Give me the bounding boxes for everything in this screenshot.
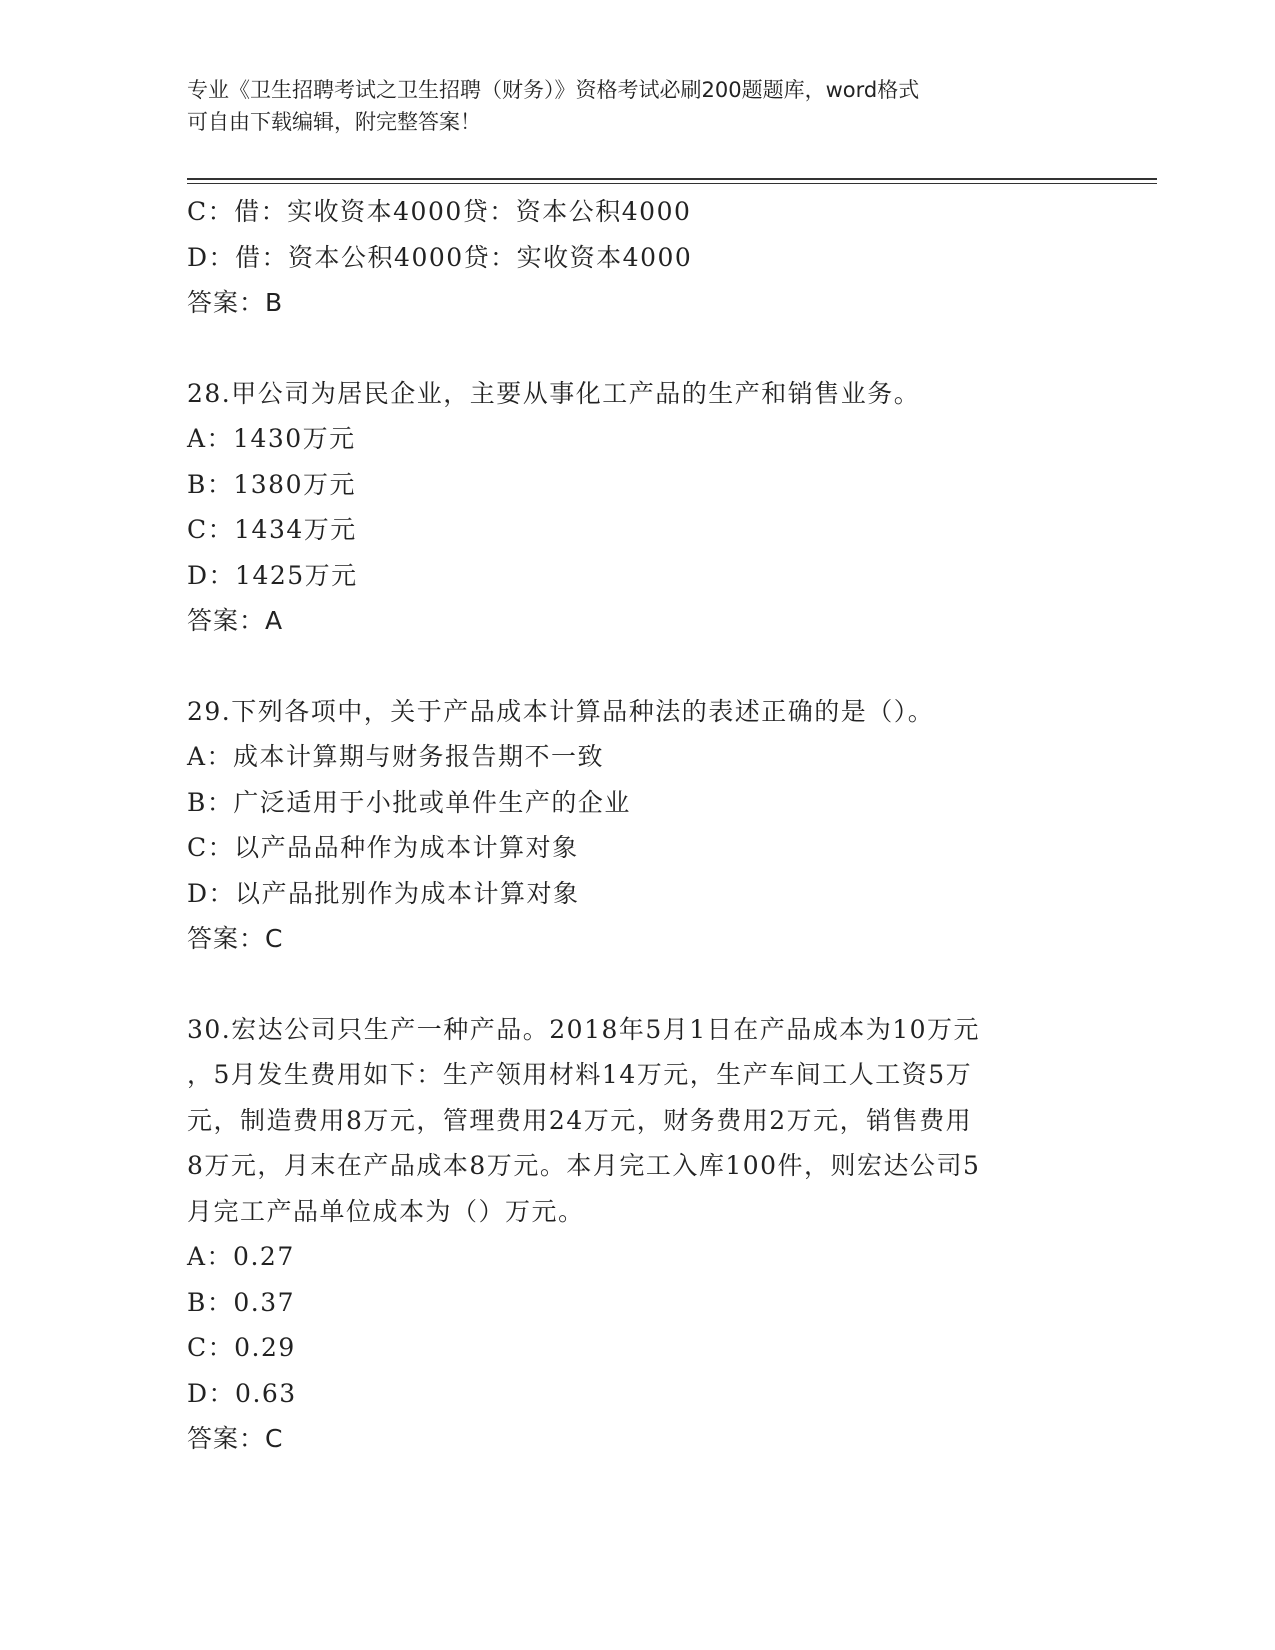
header-line-1: 专业《卫生招聘考试之卫生招聘（财务）》资格考试必刷200题题库，word格式 — [187, 78, 920, 102]
answer: 答案：A — [187, 606, 284, 635]
answer: 答案：C — [187, 924, 284, 953]
question-stem: 29.下列各项中，关于产品成本计算品种法的表述正确的是（）。 — [187, 696, 935, 726]
option-c: C：以产品品种作为成本计算对象 — [187, 833, 579, 862]
option-a: A：成本计算期与财务报告期不一致 — [187, 742, 605, 771]
header-rule-thin — [187, 183, 1157, 184]
option-c: C：0.29 — [187, 1333, 296, 1362]
question-stem-line-1: 30.宏达公司只生产一种产品。2018年5月1日在产品成本为10万元 — [187, 1014, 981, 1044]
question-30 — [187, 1007, 1087, 1462]
spacer — [187, 962, 1087, 1007]
answer: 答案：C — [187, 1424, 284, 1453]
spacer — [187, 644, 1087, 689]
header-rule-thick — [187, 178, 1157, 180]
option-b: B：广泛适用于小批或单件生产的企业 — [187, 787, 631, 817]
question-stem-line-4: 8万元，月末在产品成本8万元。本月完工入库100件，则宏达公司5 — [187, 1151, 981, 1180]
question-stem: 28.甲公司为居民企业，主要从事化工产品的生产和销售业务。 — [187, 378, 921, 408]
question-list — [187, 189, 1087, 1462]
option-a: A：0.27 — [187, 1242, 295, 1271]
spacer — [187, 326, 1087, 371]
question-stem-line-2: ，5月发生费用如下：生产领用材料14万元，生产车间工人工资5万 — [187, 1060, 973, 1089]
option-d: D：以产品批别作为成本计算对象 — [187, 878, 580, 908]
question-27-tail — [187, 189, 1087, 326]
header-line-2: 可自由下载编辑，附完整答案！ — [187, 110, 481, 134]
option-d: D：借：资本公积4000贷：实收资本4000 — [187, 242, 693, 272]
question-stem-line-5: 月完工产品单位成本为（）万元。 — [187, 1196, 585, 1226]
option-a: A：1430万元 — [187, 424, 356, 453]
answer: 答案：B — [187, 288, 284, 317]
option-c: C：1434万元 — [187, 515, 357, 544]
option-b: B：1380万元 — [187, 469, 356, 499]
option-d: D：1425万元 — [187, 560, 358, 590]
question-29 — [187, 689, 1087, 962]
question-stem-line-3: 元，制造费用8万元，管理费用24万元，财务费用2万元，销售费用 — [187, 1105, 973, 1135]
option-b: B：0.37 — [187, 1287, 296, 1317]
option-d: D：0.63 — [187, 1378, 297, 1408]
document-header — [187, 74, 1087, 138]
option-c: C：借：实收资本4000贷：资本公积4000 — [187, 197, 692, 226]
question-28 — [187, 371, 1087, 644]
